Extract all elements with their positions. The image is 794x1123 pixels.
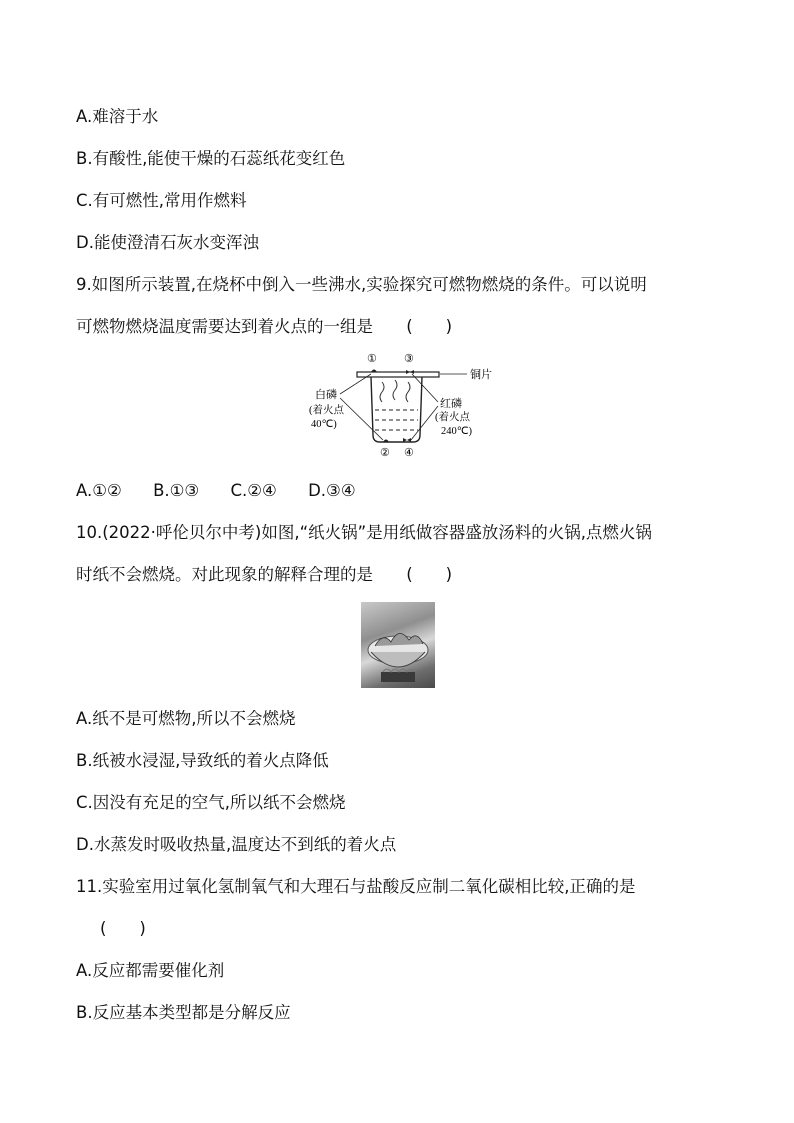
white-p-note1: (着火点 <box>309 405 344 416</box>
label-num-4: ④ <box>404 447 414 459</box>
steam-2 <box>393 380 397 400</box>
q8-option-a: A.难溶于水 <box>76 107 159 126</box>
q10-answer-paren: ( ) <box>406 565 453 584</box>
white-phosphorus-bottom <box>383 440 389 443</box>
q8-option-d: D.能使澄清石灰水变浑浊 <box>76 233 259 252</box>
q10-option-d: D.水蒸发时吸收热量,温度达不到纸的着火点 <box>76 835 397 854</box>
q10-option-c: C.因没有充足的空气,所以纸不会燃烧 <box>76 793 346 812</box>
q11-answer-paren: ( ) <box>100 919 146 938</box>
white-phosphorus-top <box>371 370 377 373</box>
red-p-label: 红磷 <box>440 398 462 410</box>
q9-option-c: C.②④ <box>230 481 277 500</box>
q9-stem-line2 <box>76 316 452 338</box>
q10-option-a: A.纸不是可燃物,所以不会燃烧 <box>76 709 296 728</box>
q11-option-b: B.反应基本类型都是分解反应 <box>76 1003 291 1022</box>
copper-label: 铜片 <box>470 369 492 381</box>
label-num-2: ② <box>380 447 390 459</box>
q10-stem-line1: 10.(2022·呼伦贝尔中考)如图,“纸火锅”是用纸做容器盛放汤料的火锅,点燃火锅 <box>76 523 652 542</box>
white-p-note2: 40℃) <box>311 419 337 430</box>
q10-stem-text: 时纸不会燃烧。对此现象的解释合理的是 <box>76 565 373 584</box>
q10-option-b: B.纸被水浸湿,导致纸的着火点降低 <box>76 751 329 770</box>
copper-plate <box>357 372 439 377</box>
q9-answer-paren: ( ) <box>406 317 453 336</box>
q8-option-c: C.有可燃性,常用作燃料 <box>76 191 247 210</box>
white-p-label: 白磷 <box>315 389 337 401</box>
q9-option-d: D.③④ <box>308 481 356 500</box>
q9-option-b: B.①③ <box>153 481 200 500</box>
q9-stem-text: 可燃物燃烧温度需要达到着火点的一组是 <box>76 317 373 336</box>
steam-1 <box>380 382 384 402</box>
q9-options <box>76 480 382 502</box>
label-num-3: ③ <box>404 353 414 365</box>
steam-3 <box>406 382 410 402</box>
q10-stem-line2 <box>76 564 452 586</box>
paper-hotpot-photo <box>361 602 435 688</box>
q11-stem-line1: 11.实验室用过氧化氢制氧气和大理石与盐酸反应制二氧化碳相比较,正确的是 <box>76 877 636 896</box>
paper-hotpot-drawing <box>361 602 435 688</box>
red-p-note1: (着火点 <box>435 412 470 423</box>
white-p-leader-bottom <box>340 398 383 440</box>
red-p-leader-bottom <box>411 406 438 440</box>
q11-option-a: A.反应都需要催化剂 <box>76 961 225 980</box>
q8-option-b: B.有酸性,能使干燥的石蕊纸花变红色 <box>76 149 346 168</box>
q9-stem-line1: 9.如图所示装置,在烧杯中倒入一些沸水,实验探究可燃物燃烧的条件。可以说明 <box>76 275 647 294</box>
white-p-leader-top <box>340 374 371 394</box>
q9-option-a: A.①② <box>76 481 122 500</box>
red-p-leader-top <box>412 374 438 402</box>
label-num-1: ① <box>367 353 377 365</box>
red-p-note2: 240℃) <box>441 426 473 437</box>
combustion-apparatus-figure <box>285 350 515 460</box>
